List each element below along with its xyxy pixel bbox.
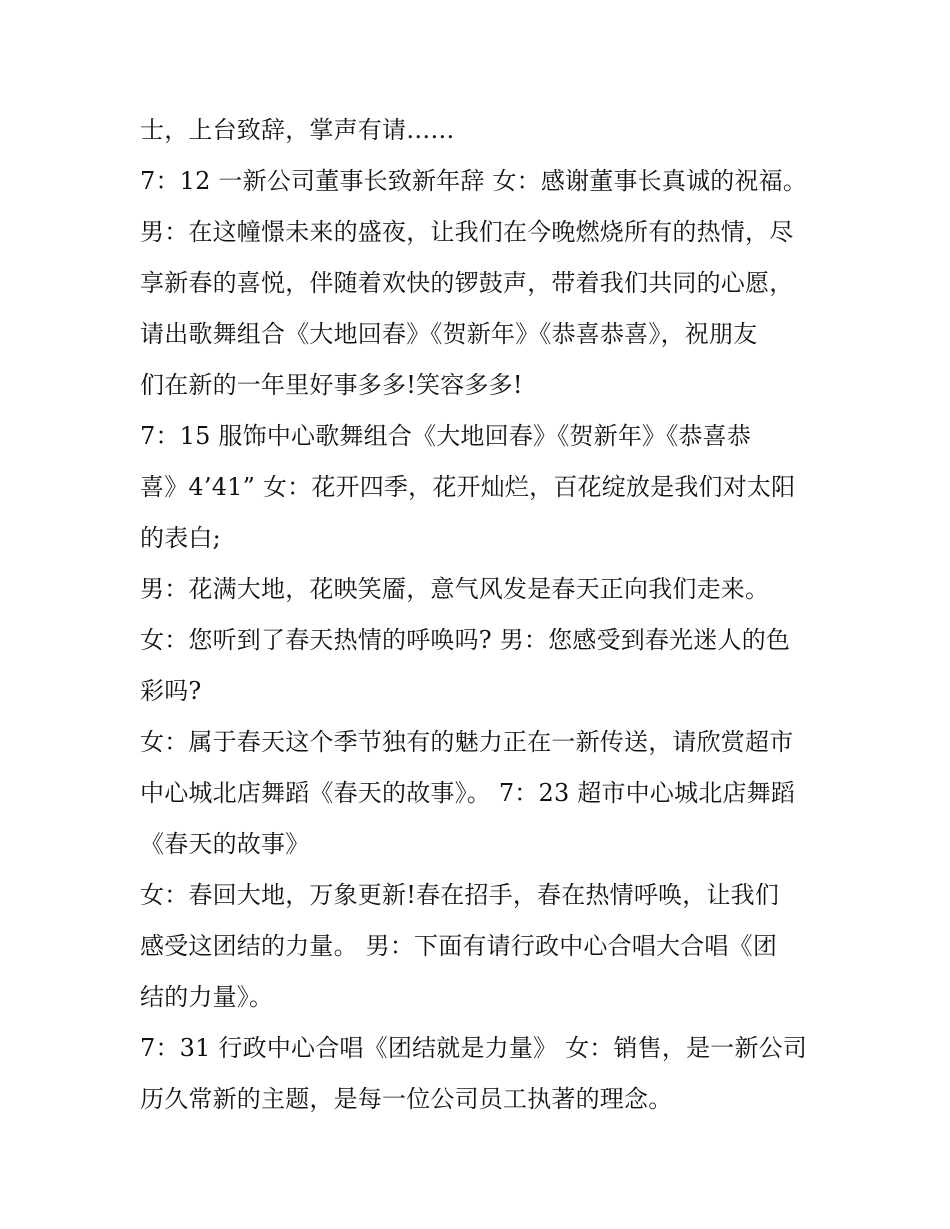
text-line: 们在新的一年里好事多多!笑容多多! (140, 371, 523, 399)
text-line: 结的力量》。 (140, 983, 274, 1011)
text-line: 男：在这幢憬未来的盛夜，让我们在今晚燃烧所有的热情，尽 (140, 218, 794, 246)
text-line: 女：春回大地，万象更新!春在招手，春在热情呼唤，让我们 (140, 881, 780, 909)
text-line: 女：属于春天这个季节独有的魅力正在一新传送，请欣赏超市 (140, 728, 794, 756)
text-line: 的表白; (140, 524, 221, 552)
text-line: 士，上台致辞，掌声有请…… (140, 116, 455, 144)
text-line: 历久常新的主题，是每一位公司员工执著的理念。 (140, 1085, 673, 1113)
text-line: 女：您听到了春天热情的呼唤吗? 男：您感受到春光迷人的色 (140, 626, 791, 654)
text-line: 请出歌舞组合《大地回春》《贺新年》《恭喜恭喜》，祝朋友 (140, 320, 758, 348)
text-line: 中心城北店舞蹈《春天的故事》。 7：23 超市中心城北店舞蹈 (140, 779, 796, 807)
text-line: 7：31 行政中心合唱《团结就是力量》 女：销售，是一新公司 (140, 1034, 808, 1062)
text-line: 7：15 服饰中心歌舞组合《大地回春》《贺新年》《恭喜恭 (140, 422, 752, 450)
text-line: 喜》4’41” 女：花开四季，花开灿烂，百花绽放是我们对太阳 (140, 473, 796, 501)
text-line: 享新春的喜悦，伴随着欢快的锣鼓声，带着我们共同的心愿， (140, 269, 794, 297)
text-line: 《春天的故事》 (140, 830, 310, 858)
text-line: 彩吗? (140, 677, 202, 705)
document-body (140, 105, 830, 1125)
text-line: 男：花满大地，花映笑靥，意气风发是春天正向我们走来。 (140, 575, 770, 603)
text-line: 7：12 一新公司董事长致新年辞 女：感谢董事长真诚的祝福。 (140, 167, 808, 195)
text-line: 感受这团结的力量。 男：下面有请行政中心合唱大合唱《团 (140, 932, 778, 960)
